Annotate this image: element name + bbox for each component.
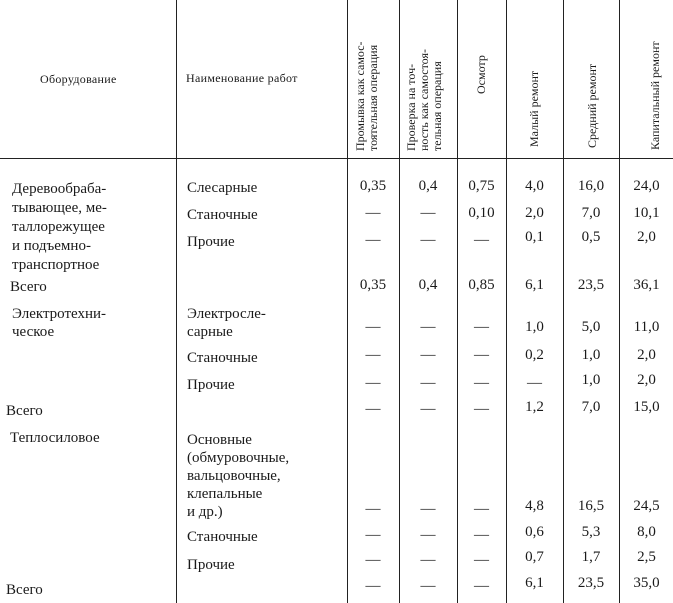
value-cell: 0,2 <box>525 347 544 363</box>
value-cell: 23,5 <box>577 575 605 591</box>
value-cell: — <box>420 552 436 568</box>
work-name: Электросле- сарные <box>187 306 266 340</box>
header-capital-repair: Капитальный ремонт <box>648 41 662 150</box>
value-cell: — <box>420 205 436 221</box>
value-cell: 1,7 <box>581 549 601 565</box>
value-cell: — <box>474 319 489 335</box>
value-cell: 7,0 <box>581 399 601 415</box>
value-cell: — <box>420 527 436 543</box>
value-cell: — <box>527 375 542 391</box>
value-cell: 0,7 <box>525 549 544 565</box>
value-cell: 0,35 <box>359 178 387 194</box>
value-cell: 10,1 <box>633 205 660 221</box>
work-name: Основные (обмуровочные, вальцовочные, клепальные и др.) <box>187 432 290 520</box>
work-name: Прочие <box>187 234 235 250</box>
value-cell: 24,5 <box>633 498 660 514</box>
value-cell: — <box>474 578 489 594</box>
value-cell: — <box>365 527 381 543</box>
header-check: Проверка на точ- ность как самостоя- тельная операция <box>404 49 444 151</box>
value-cell: 0,1 <box>525 229 544 245</box>
value-cell: 8,0 <box>637 524 656 540</box>
value-cell: 0,6 <box>525 524 544 540</box>
value-cell: 6,1 <box>525 575 544 591</box>
value-cell: — <box>365 375 381 391</box>
value-cell: 0,4 <box>418 277 438 293</box>
value-cell: 16,5 <box>577 498 605 514</box>
header-work: Наименование работ <box>186 71 298 85</box>
value-cell: 15,0 <box>633 399 660 415</box>
column-divider <box>176 0 177 603</box>
value-cell: — <box>420 347 436 363</box>
value-cell: — <box>420 319 436 335</box>
value-cell: 24,0 <box>633 178 660 194</box>
value-cell: 1,0 <box>581 372 601 388</box>
value-cell: 16,0 <box>577 178 605 194</box>
value-cell: — <box>365 205 381 221</box>
value-cell: — <box>365 578 381 594</box>
total-label: Всего <box>6 582 43 598</box>
value-cell: — <box>365 501 381 517</box>
value-cell: — <box>365 347 381 363</box>
value-cell: — <box>474 375 489 391</box>
value-cell: — <box>420 232 436 248</box>
header-small-repair: Малый ремонт <box>527 70 541 147</box>
value-cell: — <box>365 552 381 568</box>
value-cell: 6,1 <box>525 277 544 293</box>
value-cell: 23,5 <box>577 277 605 293</box>
value-cell: 0,35 <box>359 277 387 293</box>
value-cell: 2,0 <box>637 229 656 245</box>
value-cell: 4,0 <box>525 178 544 194</box>
value-cell: 4,8 <box>525 498 544 514</box>
value-cell: 5,0 <box>581 319 601 335</box>
value-cell: — <box>474 401 489 417</box>
value-cell: — <box>474 232 489 248</box>
value-cell: 7,0 <box>581 205 601 221</box>
work-name: Прочие <box>187 377 235 393</box>
value-cell: 2,0 <box>637 372 656 388</box>
total-label: Всего <box>6 403 43 419</box>
value-cell: — <box>474 552 489 568</box>
total-label: Всего <box>10 279 47 295</box>
work-name: Станочные <box>187 350 258 366</box>
value-cell: — <box>420 501 436 517</box>
work-name: Станочные <box>187 207 258 223</box>
group-equipment: Теплосиловое <box>10 430 100 446</box>
value-cell: 36,1 <box>633 277 660 293</box>
value-cell: 0,10 <box>468 205 495 221</box>
value-cell: 2,0 <box>525 205 544 221</box>
group-equipment: Электротехни- ческое <box>12 306 107 340</box>
value-cell: 0,4 <box>418 178 438 194</box>
value-cell: 2,5 <box>637 549 656 565</box>
value-cell: 1,0 <box>525 319 544 335</box>
header-medium-repair: Средний ремонт <box>585 63 599 148</box>
value-cell: 1,0 <box>581 347 601 363</box>
header-inspection: Осмотр <box>474 55 488 94</box>
value-cell: 5,3 <box>581 524 601 540</box>
header-washing: Промывка как самос- тоятельная операция <box>353 41 380 151</box>
value-cell: — <box>420 375 436 391</box>
value-cell: 0,85 <box>468 277 495 293</box>
value-cell: 0,75 <box>468 178 495 194</box>
group-equipment: Деревообраба- тывающее, ме- таллорежущее и подъемно- транспортное <box>12 181 107 273</box>
value-cell: — <box>474 527 489 543</box>
value-cell: 2,0 <box>637 347 656 363</box>
header-divider <box>0 158 673 159</box>
value-cell: — <box>365 232 381 248</box>
header-equipment: Оборудование <box>40 72 117 86</box>
value-cell: 11,0 <box>633 319 660 335</box>
value-cell: — <box>420 401 436 417</box>
value-cell: 1,2 <box>525 399 544 415</box>
value-cell: — <box>474 501 489 517</box>
value-cell: — <box>365 319 381 335</box>
work-name: Станочные <box>187 529 258 545</box>
value-cell: — <box>420 578 436 594</box>
work-name: Прочие <box>187 557 235 573</box>
value-cell: — <box>365 401 381 417</box>
value-cell: 35,0 <box>633 575 660 591</box>
value-cell: 0,5 <box>581 229 601 245</box>
value-cell: — <box>474 347 489 363</box>
work-name: Слесарные <box>187 180 258 196</box>
